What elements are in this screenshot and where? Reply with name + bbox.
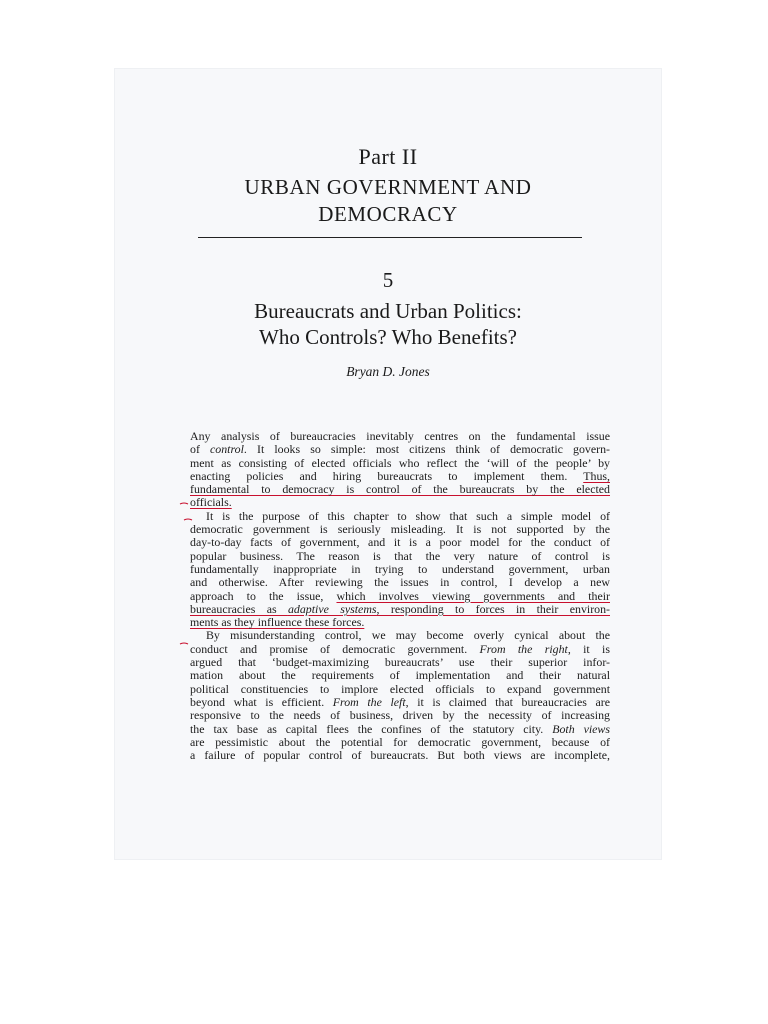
- part-label: Part II: [358, 144, 418, 169]
- red-ink-mark: [180, 503, 188, 504]
- body-line: fundamental to democracy is control of the bureaucrats by the elected: [190, 482, 610, 497]
- body-line: bureaucracies as adaptive systems, responding to forces in their environ-: [190, 601, 610, 616]
- body-line: fundamentally inappropriate in trying to understand government, urban: [190, 561, 610, 576]
- part-title: URBAN GOVERNMENT AND DEMOCRACY: [244, 175, 532, 226]
- body-line: democratic government is seriously misleading. It is not supported by the: [190, 522, 610, 537]
- red-ink-mark: [180, 643, 188, 644]
- body-text: [190, 430, 610, 762]
- body-line: It is the purpose of this chapter to show that such a simple model of: [206, 508, 610, 523]
- body-line: enacting policies and hiring bureaucrats to implement them. Thus,: [190, 468, 610, 483]
- body-line: of control. It looks so simple: most citizens think of democratic govern-: [190, 442, 610, 457]
- chapter-title: Bureaucrats and Urban Politics: Who Controls? Who Benefits?: [254, 299, 522, 349]
- body-line: mation about the requirements of implementation and their natural: [190, 668, 610, 683]
- body-line: approach to the issue, which involves viewing governments and their: [190, 588, 610, 603]
- body-line: argued that ‘budget-maximizing bureaucrats’ use their superior infor-: [190, 655, 610, 670]
- body-line: ment as consisting of elected officials who reflect the ‘will of the people’ by: [190, 455, 610, 470]
- body-line: are pessimistic about the potential for democratic government, because of: [190, 734, 610, 749]
- body-line: day-to-day facts of government, and it is a poor model for the conduct of: [190, 535, 610, 550]
- section-divider: [198, 237, 582, 238]
- body-line: popular business. The reason is that the very nature of control is: [190, 548, 610, 563]
- scanned-page: [114, 68, 662, 860]
- chapter-number: 5: [382, 268, 394, 292]
- body-line: political constituencies to implore elected officials to expand government: [190, 681, 610, 696]
- body-line: responsive to the needs of business, driven by the necessity of increasing: [190, 708, 610, 723]
- body-line: the tax base as capital flees the confines of the statutory city. Both views: [190, 721, 610, 736]
- body-line: a failure of popular control of bureaucrats. But both views are incomplete,: [190, 748, 610, 763]
- body-line: conduct and promise of democratic government. From the right, it is: [190, 641, 610, 656]
- author-name: Bryan D. Jones: [346, 364, 430, 379]
- body-line: and otherwise. After reviewing the issues in control, I develop a new: [190, 575, 610, 590]
- body-line: officials.: [190, 495, 232, 510]
- body-line: Any analysis of bureaucracies inevitably centres on the fundamental issue: [190, 429, 610, 443]
- body-line: ments as they influence these forces.: [190, 615, 365, 630]
- body-line: beyond what is efficient. From the left, it is claimed that bureaucracies are: [190, 694, 610, 709]
- body-line: By misunderstanding control, we may become overly cynical about the: [206, 628, 610, 643]
